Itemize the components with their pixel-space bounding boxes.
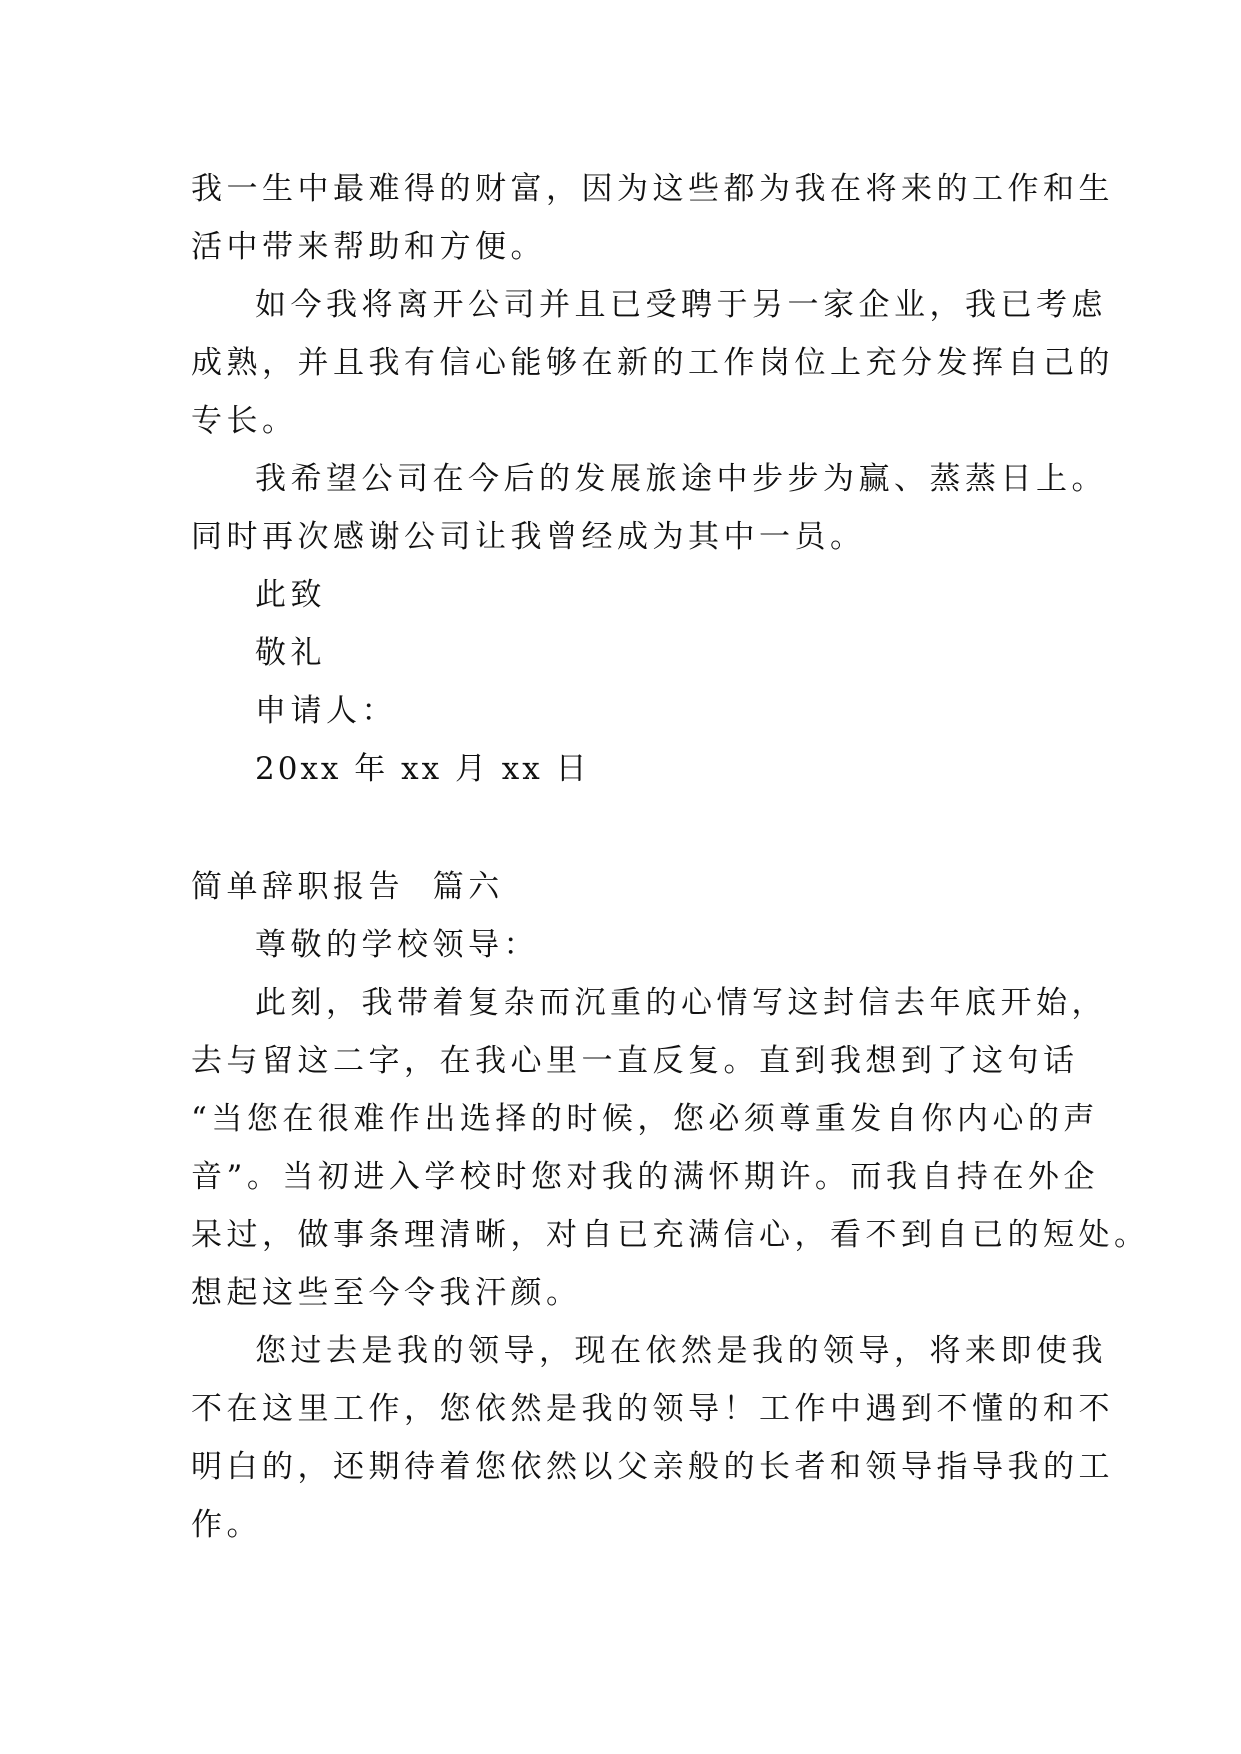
paragraph-line: 如今我将离开公司并且已受聘于另一家企业，我已考虑 (255, 287, 1107, 323)
applicant-label: 申请人： (255, 693, 397, 729)
date-line: 20xx 年 xx 月 xx 日 (255, 751, 590, 787)
paragraph-line: 我一生中最难得的财富，因为这些都为我在将来的工作和生 (191, 171, 1114, 207)
paragraph-line: 想起这些至今令我汗颜。 (191, 1275, 582, 1311)
paragraph-line: 去与留这二字，在我心里一直反复。直到我想到了这句话 (191, 1043, 1079, 1079)
greeting-line: 尊敬的学校领导： (255, 927, 539, 963)
paragraph-line: 不在这里工作，您依然是我的领导！工作中遇到不懂的和不 (191, 1391, 1114, 1427)
paragraph-line: 活中带来帮助和方便。 (191, 229, 546, 265)
section-heading: 简单辞职报告 篇六 (191, 869, 504, 905)
document-body (191, 160, 1150, 1554)
paragraph-line: 成熟，并且我有信心能够在新的工作岗位上充分发挥自己的 (191, 345, 1114, 381)
paragraph-line: 此刻，我带着复杂而沉重的心情写这封信去年底开始， (255, 985, 1107, 1021)
section-spacer (191, 798, 1071, 858)
paragraph-line: 我希望公司在今后的发展旅途中步步为赢、蒸蒸日上。 (255, 461, 1107, 497)
paragraph-line: 明白的，还期待着您依然以父亲般的长者和领导指导我的工 (191, 1449, 1114, 1485)
paragraph-line: 音”。当初进入学校时您对我的满怀期许。而我自持在外企 (191, 1159, 1099, 1195)
paragraph-line: 作。 (191, 1507, 262, 1543)
paragraph-line: 同时再次感谢公司让我曾经成为其中一员。 (191, 519, 866, 555)
paragraph-line: 呆过，做事条理清晰，对自已充满信心，看不到自已的短处。 (191, 1217, 1150, 1253)
paragraph-line: “当您在很难作出选择的时候，您必须尊重发自你内心的声 (191, 1101, 1099, 1137)
paragraph-line: 您过去是我的领导，现在依然是我的领导，将来即使我 (255, 1333, 1107, 1369)
closing-salutation: 此致 (255, 577, 326, 613)
closing-regards: 敬礼 (255, 635, 326, 671)
paragraph-line: 专长。 (191, 403, 298, 439)
